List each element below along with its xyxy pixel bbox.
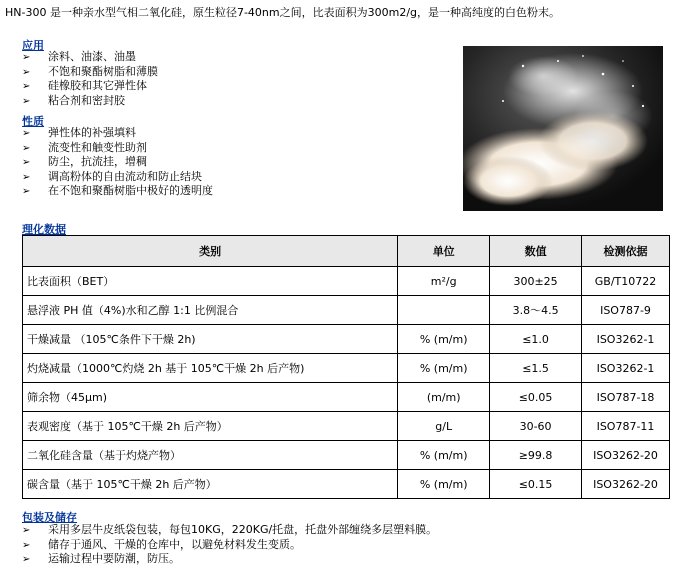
list-item: ➢ 粘合剂和密封胶: [22, 94, 158, 109]
list-item: ➢ 储存于通风、干燥的仓库中，以避免材料发生变质。: [22, 538, 437, 553]
arrow-bullet-icon: ➢: [22, 95, 31, 107]
table-cell: ISO787-18: [582, 383, 670, 412]
table-cell: 二氧化硅含量（基于灼烧产物）: [23, 441, 398, 470]
table-cell: 干燥减量 （105℃条件下干燥 2h): [23, 325, 398, 354]
table-cell: GB/T10722: [582, 267, 670, 296]
list-item: ➢ 在不饱和聚酯树脂中极好的透明度: [22, 184, 213, 199]
packaging-title: 包装及储存: [22, 511, 77, 524]
table-cell: 碳含量（基于 105℃干燥 2h 后产物）: [23, 470, 398, 499]
table-cell: [398, 296, 490, 325]
properties-title: 性质: [22, 115, 44, 128]
table-row: [23, 383, 670, 412]
arrow-bullet-icon: ➢: [22, 539, 31, 551]
list-item: ➢ 流变性和触变性助剂: [22, 141, 213, 156]
table-cell: 30-60: [490, 412, 582, 441]
column-header: 类别: [23, 236, 398, 267]
table-cell: ≤1.5: [490, 354, 582, 383]
table-cell: ≥99.8: [490, 441, 582, 470]
applications-title: 应用: [22, 39, 44, 52]
list-item: ➢ 弹性体的补强填料: [22, 126, 213, 141]
table-cell: ISO787-9: [582, 296, 670, 325]
table-cell: ≤0.05: [490, 383, 582, 412]
table-cell: 比表面积（BET）: [23, 267, 398, 296]
applications-list: [22, 50, 158, 108]
table-cell: m²/g: [398, 267, 490, 296]
list-item: ➢ 防尘，抗流挂，增稠: [22, 155, 213, 170]
arrow-bullet-icon: ➢: [22, 128, 31, 139]
list-item: ➢ 调高粉体的自由流动和防止结块: [22, 170, 213, 185]
list-item: ➢ 运输过程中要防潮，防压。: [22, 552, 437, 567]
table-row: [23, 354, 670, 383]
arrow-bullet-icon: ➢: [22, 142, 31, 154]
table-cell: % (m/m): [398, 325, 490, 354]
physchem-table: [22, 235, 670, 499]
table-cell: % (m/m): [398, 470, 490, 499]
list-item: ➢ 采用多层牛皮纸袋包装，每包10KG，220KG/托盘，托盘外部缠绕多层塑料膜。: [22, 523, 437, 538]
table-row: [23, 325, 670, 354]
arrow-bullet-icon: ➢: [22, 66, 31, 78]
table-cell: g/L: [398, 412, 490, 441]
table-cell: % (m/m): [398, 354, 490, 383]
list-item: ➢ 不饱和聚酯树脂和薄膜: [22, 65, 158, 80]
table-cell: 表观密度（基于 105℃干燥 2h 后产物）: [23, 412, 398, 441]
table-cell: ISO3262-20: [582, 470, 670, 499]
arrow-bullet-icon: ➢: [22, 554, 31, 565]
physchem-title: 理化数据: [22, 223, 66, 236]
product-intro: HN-300 是一种亲水型气相二氧化硅，原生粒径7-40nm之间，比表面积为300m2/g，是一种高纯度的白色粉末。: [5, 6, 561, 19]
arrow-bullet-icon: ➢: [22, 171, 31, 183]
table-cell: ISO3262-1: [582, 354, 670, 383]
column-header: 数值: [490, 236, 582, 267]
table-row: [23, 267, 670, 296]
column-header: 检测依据: [582, 236, 670, 267]
packaging-list: [22, 523, 437, 567]
arrow-bullet-icon: ➢: [22, 525, 31, 536]
silica-powder-photo: [463, 46, 663, 211]
table-row: [23, 296, 670, 325]
table-cell: ISO3262-1: [582, 325, 670, 354]
table-row: [23, 412, 670, 441]
column-header: 单位: [398, 236, 490, 267]
list-item: ➢ 硅橡胶和其它弹性体: [22, 79, 158, 94]
table-cell: ISO787-11: [582, 412, 670, 441]
table-header-row: [23, 236, 670, 267]
table-cell: 3.8～4.5: [490, 296, 582, 325]
list-item: ➢ 涂料、油漆、油墨: [22, 50, 158, 65]
table-cell: % (m/m): [398, 441, 490, 470]
arrow-bullet-icon: ➢: [22, 52, 31, 63]
arrow-bullet-icon: ➢: [22, 186, 31, 197]
arrow-bullet-icon: ➢: [22, 157, 31, 168]
table-cell: ≤1.0: [490, 325, 582, 354]
table-row: [23, 470, 670, 499]
arrow-bullet-icon: ➢: [22, 81, 31, 92]
properties-list: [22, 126, 213, 199]
table-cell: 300±25: [490, 267, 582, 296]
table-cell: 灼烧减量（1000℃灼烧 2h 基于 105℃干燥 2h 后产物): [23, 354, 398, 383]
table-row: [23, 441, 670, 470]
table-cell: 筛余物（45μm): [23, 383, 398, 412]
table-cell: 悬浮液 PH 值（4%)水和乙醇 1:1 比例混合: [23, 296, 398, 325]
table-cell: ISO3262-20: [582, 441, 670, 470]
table-cell: ≤0.15: [490, 470, 582, 499]
table-cell: (m/m): [398, 383, 490, 412]
